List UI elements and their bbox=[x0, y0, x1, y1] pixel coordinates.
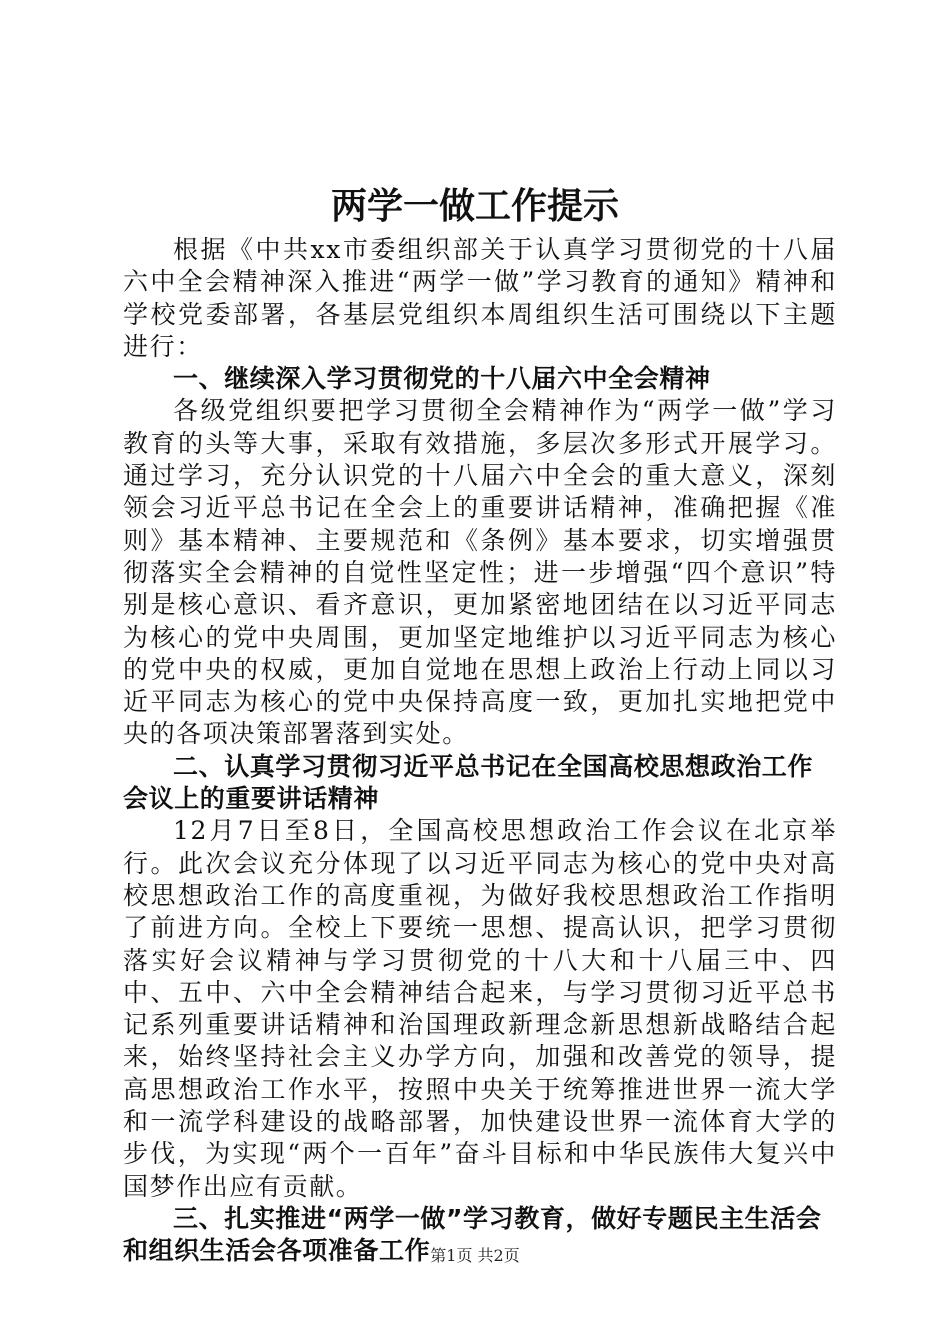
document-body bbox=[123, 234, 837, 1268]
section-2-body: 12月7日至8日，全国高校思想政治工作会议在北京举行。此次会议充分体现了以习近平同志为核心的党中央对高校思想政治工作的高度重视，为做好我校思想政治工作指明了前进方向。全校上下要统一思想、提高认识，把学习贯彻落实好会议精神与学习贯彻党的十八大和十八届三中、四中、五中、六中全会精神结合起来，与学习贯彻习近平总书记系列重要讲话精神和治国理政新理念新思想新战略结合起来，始终坚持社会主义办学方向，加强和改善党的领导，提高思想政治工作水平，按照中央关于统筹推进世界一流大学和一流学科建设的战略部署，加快建设世界一流体育大学的步伐，为实现“两个一百年”奋斗目标和中华民族伟大复兴中国梦作出应有贡献。 bbox=[123, 816, 837, 1201]
intro-paragraph: 根据《中共xx市委组织部关于认真学习贯彻党的十八届六中全会精神深入推进“两学一做”学习教育的通知》精神和学校党委部署，各基层党组织本周组织生活可围绕以下主题进行： bbox=[123, 235, 837, 361]
section-1-body: 各级党组织要把学习贯彻全会精神作为“两学一做”学习教育的头等大事，采取有效措施，多层次多形式开展学习。通过学习，充分认识党的十八届六中全会的重大意义，深刻领会习近平总书记在全会上的重要讲话精神，准确把握《准则》基本精神、主要规范和《条例》基本要求，切实增强贯彻落实全会精神的自觉性坚定性；进一步增强“四个意识”特别是核心意识、看齐意识，更加紧密地团结在以习近平同志为核心的党中央周围，更加坚定地维护以习近平同志为核心的党中央的权威，更加自觉地在思想上政治上行动上同以习近平同志为核心的党中央保持高度一致，更加扎实地把党中央的各项决策部署落到实处。 bbox=[123, 396, 837, 749]
section-1-heading: 一、继续深入学习贯彻党的十八届六中全会精神 bbox=[173, 364, 711, 394]
section-3-heading: 三、扎实推进“两学一做”学习教育，做好专题民主生活会和组织生活会各项准备工作 bbox=[123, 1203, 822, 1266]
page-footer: 第1页 共2页 bbox=[430, 1246, 520, 1265]
section-2-heading: 二、认真学习贯彻习近平总书记在全国高校思想政治工作会议上的重要讲话精神 bbox=[123, 751, 814, 814]
document-title: 两学一做工作提示 bbox=[330, 186, 619, 227]
